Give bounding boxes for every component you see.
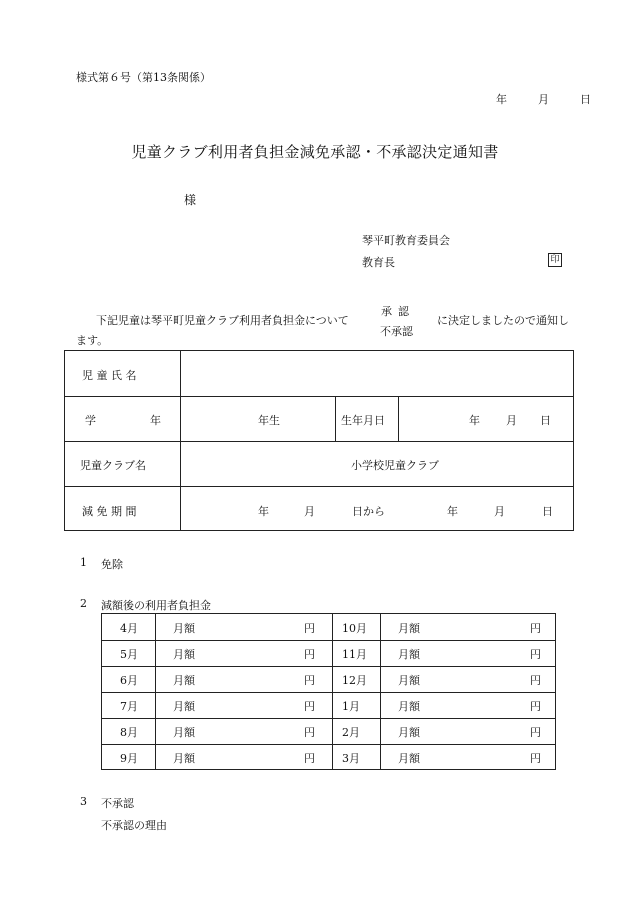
left-currency: 円: [304, 752, 315, 765]
right-currency: 円: [530, 622, 541, 635]
document-title: 児童クラブ利用者負担金減免承認・不承認決定通知書: [131, 143, 499, 161]
table-divider: [102, 666, 555, 667]
birth-month: 月: [506, 414, 517, 427]
date-month: 月: [538, 93, 549, 106]
right-currency: 円: [530, 674, 541, 687]
table-divider: [335, 396, 336, 441]
left-month: 7月: [120, 700, 138, 713]
left-month: 6月: [120, 674, 138, 687]
section1-number: 1: [80, 556, 87, 569]
birthdate-label: 生年月日: [341, 414, 385, 427]
addressee-suffix: 様: [184, 193, 197, 207]
right-currency: 円: [530, 700, 541, 713]
left-month: 9月: [120, 752, 138, 765]
option-reject: 不承認: [380, 325, 413, 338]
table-divider: [102, 640, 555, 641]
club-value: 小学校児童クラブ: [351, 459, 439, 472]
right-month: 3月: [342, 752, 360, 765]
grade-label-2: 年: [150, 414, 161, 427]
period-from-month: 月: [304, 505, 315, 518]
club-label: 児童クラブ名: [80, 459, 146, 472]
left-amount-label: 月額: [173, 726, 195, 739]
issuer-title: 教育長: [362, 256, 395, 269]
period-from-day: 日から: [352, 505, 385, 518]
right-month: 10月: [342, 622, 367, 635]
left-amount-label: 月額: [173, 700, 195, 713]
left-currency: 円: [304, 674, 315, 687]
child-name-label: 児 童 氏 名: [82, 369, 137, 382]
section1-label: 免除: [101, 558, 123, 571]
section2-label: 減額後の利用者負担金: [101, 599, 211, 612]
option-approve: 承認: [381, 305, 415, 318]
grade-label-1: 学: [85, 414, 96, 427]
table-divider: [65, 486, 573, 487]
info-table: [64, 350, 574, 531]
date-day: 日: [580, 93, 591, 106]
left-month: 8月: [120, 726, 138, 739]
section3-number: 3: [80, 795, 87, 808]
right-amount-label: 月額: [398, 622, 420, 635]
left-currency: 円: [304, 622, 315, 635]
period-from-year: 年: [258, 505, 269, 518]
table-divider: [102, 692, 555, 693]
right-currency: 円: [530, 648, 541, 661]
right-currency: 円: [530, 752, 541, 765]
left-amount-label: 月額: [173, 648, 195, 661]
right-amount-label: 月額: [398, 700, 420, 713]
date-year: 年: [496, 93, 507, 106]
seal-mark: 印: [548, 253, 562, 267]
left-amount-label: 月額: [173, 674, 195, 687]
table-divider: [180, 351, 181, 530]
table-divider: [65, 441, 573, 442]
section2-number: 2: [80, 597, 87, 610]
table-divider: [65, 396, 573, 397]
left-amount-label: 月額: [173, 622, 195, 635]
left-currency: 円: [304, 700, 315, 713]
table-divider: [102, 744, 555, 745]
monthly-amount-table: [101, 613, 556, 770]
right-amount-label: 月額: [398, 752, 420, 765]
period-to-year: 年: [447, 505, 458, 518]
period-to-month: 月: [494, 505, 505, 518]
right-amount-label: 月額: [398, 726, 420, 739]
period-label: 減 免 期 間: [82, 505, 137, 518]
body-text-before: 下記児童は琴平町児童クラブ利用者負担金について: [96, 314, 349, 327]
right-month: 1月: [342, 700, 360, 713]
birth-year: 年: [469, 414, 480, 427]
birth-day: 日: [540, 414, 551, 427]
table-divider: [102, 718, 555, 719]
form-number: 様式第６号（第13条関係）: [76, 71, 211, 84]
left-amount-label: 月額: [173, 752, 195, 765]
left-month: 4月: [120, 622, 138, 635]
right-month: 2月: [342, 726, 360, 739]
right-amount-label: 月額: [398, 674, 420, 687]
rejection-reason-label: 不承認の理由: [101, 819, 167, 832]
issuer-organization: 琴平町教育委員会: [362, 234, 450, 247]
left-month: 5月: [120, 648, 138, 661]
right-currency: 円: [530, 726, 541, 739]
left-currency: 円: [304, 726, 315, 739]
left-currency: 円: [304, 648, 315, 661]
right-amount-label: 月額: [398, 648, 420, 661]
body-text-continued: ます。: [76, 334, 109, 347]
table-divider: [398, 396, 399, 441]
section3-label: 不承認: [101, 797, 134, 810]
body-text-after: に決定しましたので通知し: [437, 314, 569, 327]
right-month: 11月: [342, 648, 367, 661]
right-month: 12月: [342, 674, 367, 687]
grade-value: 年生: [258, 414, 280, 427]
date-line: [496, 91, 591, 107]
period-to-day: 日: [542, 505, 553, 518]
